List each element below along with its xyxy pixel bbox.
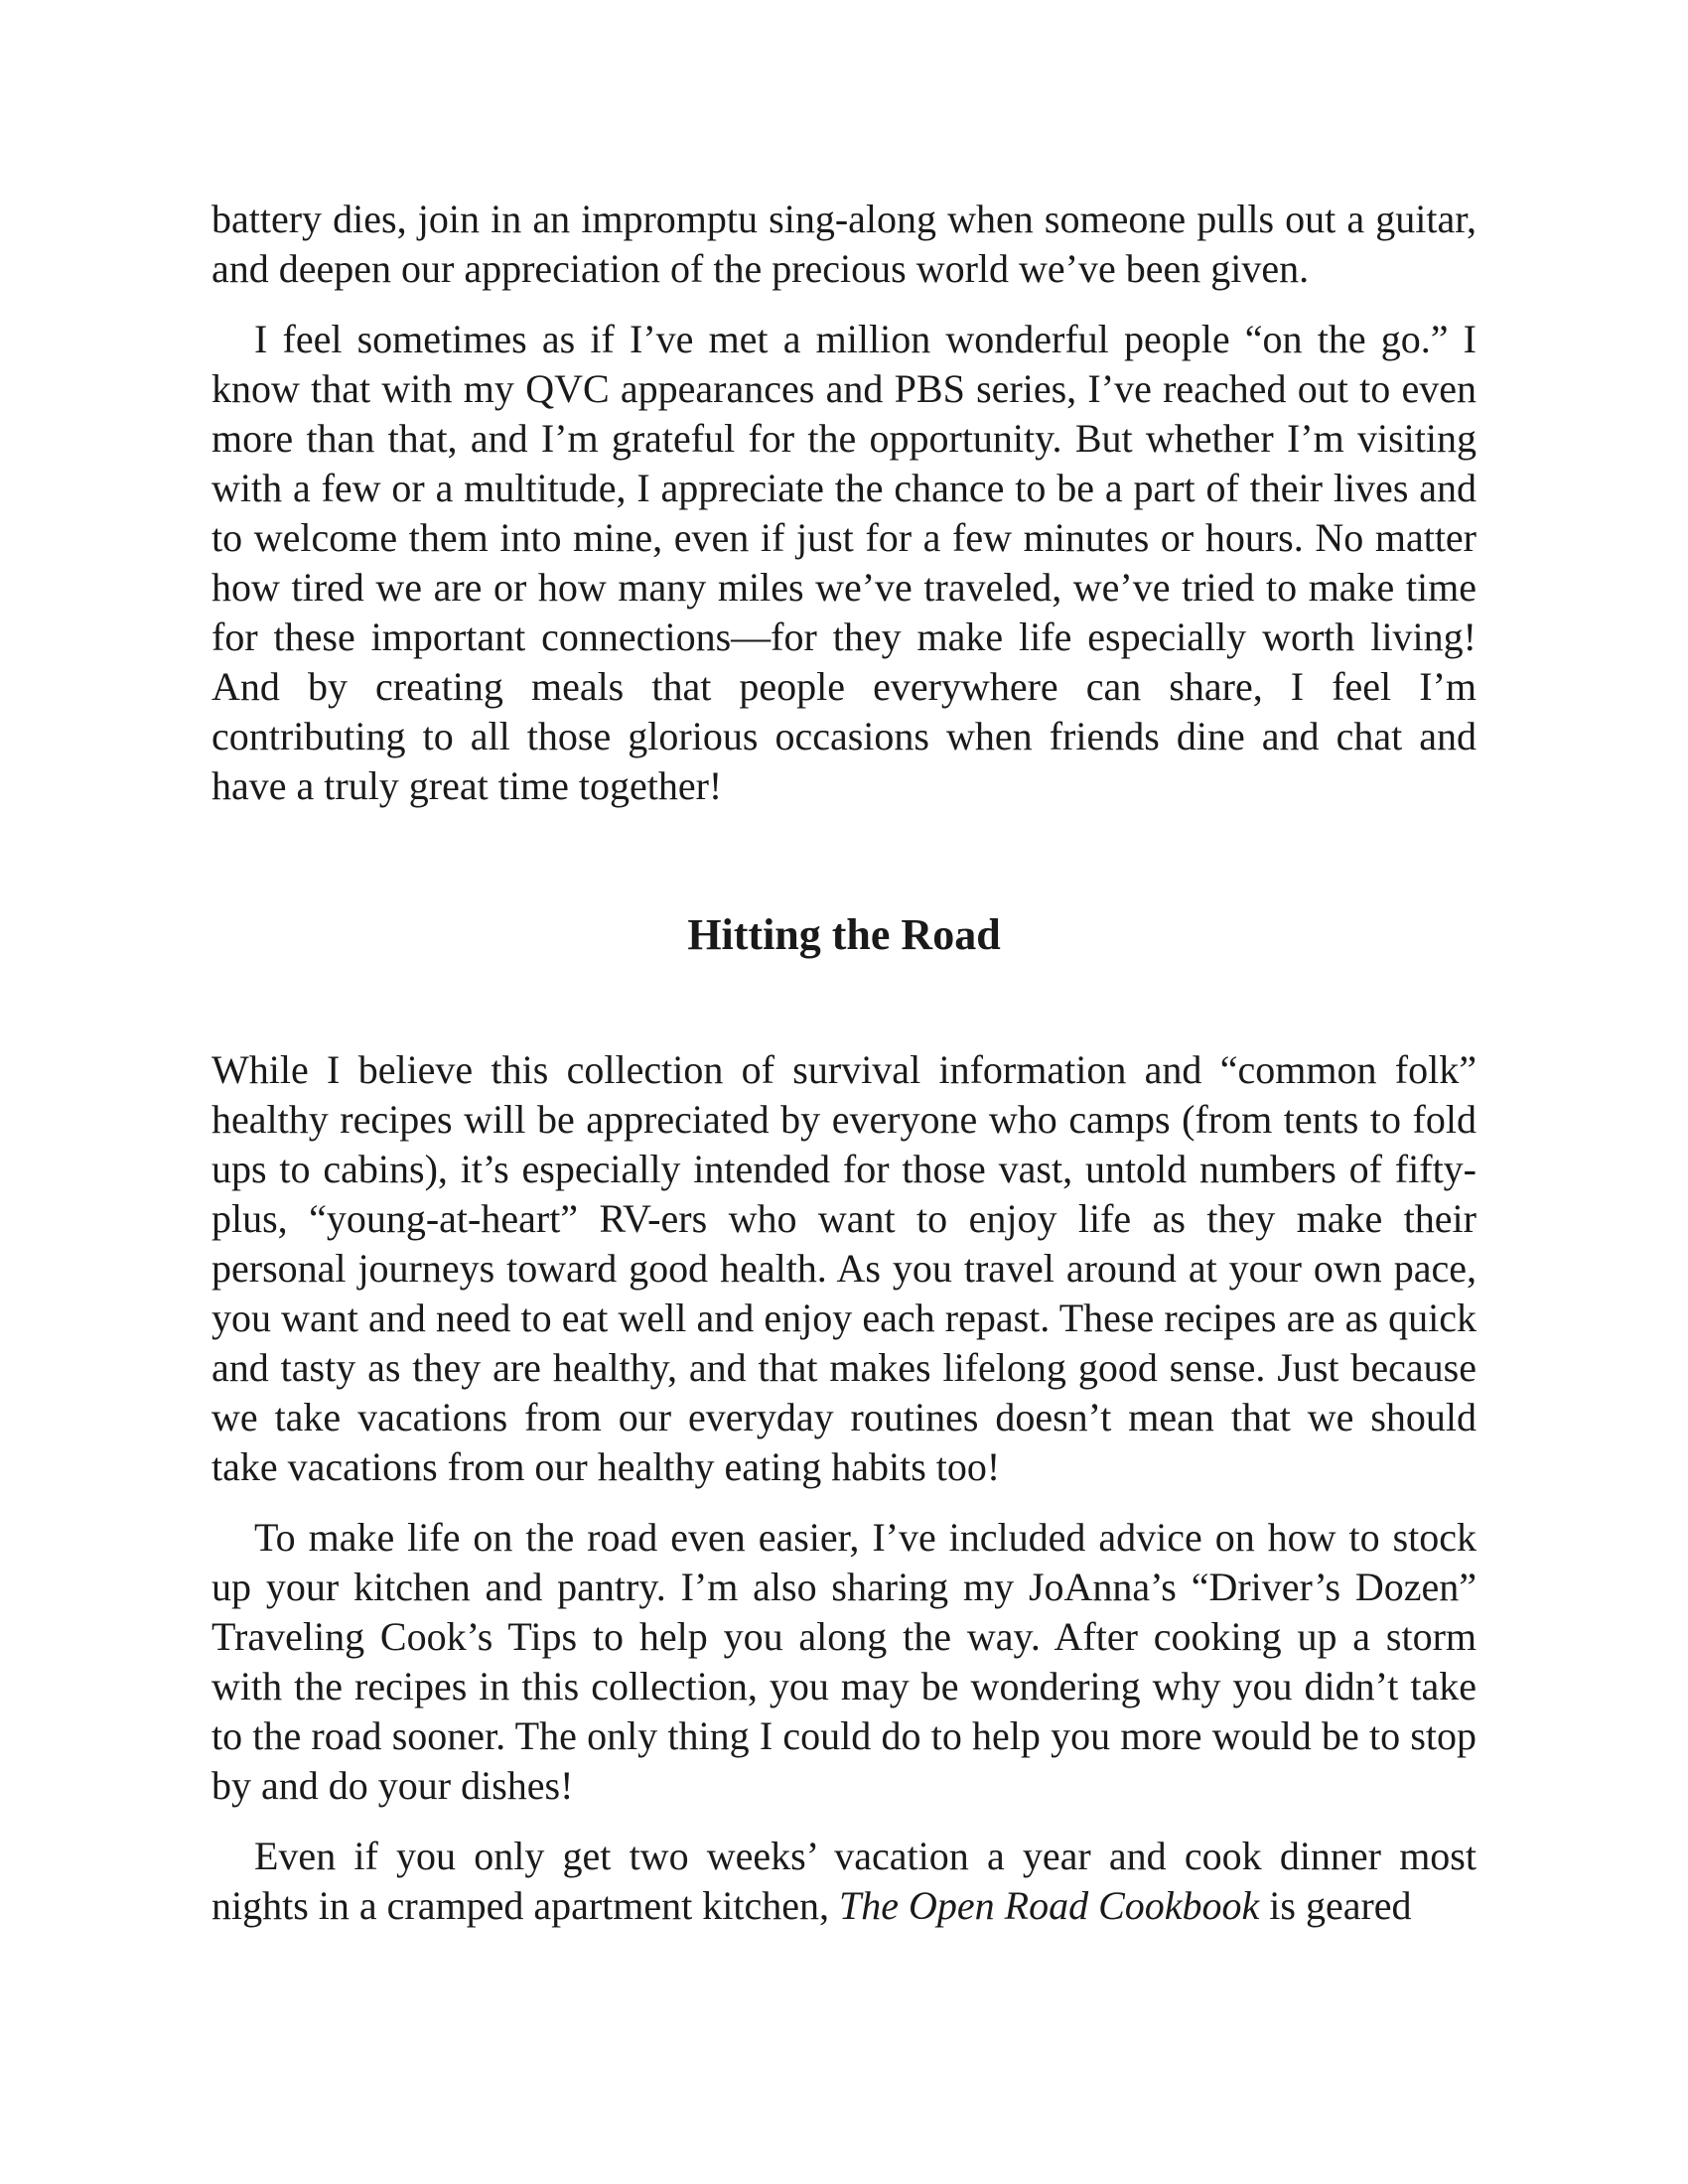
paragraph-intro: While I believe this collection of survival information and “common folk” healthy recipes will be appreciated by everyone who camps (from tents to fold ups to cabins), it’s especially intended for those vast, untold numbers of fifty-plus, “young-at-heart” RV-ers who want to enjoy life as they make their personal journeys toward good health. As you travel around at your own pace, you want and need to eat well and enjoy each repast. These recipes are as quick and tasty as they are healthy, and that makes lifelong good sense. Just because we take vacations from our everyday routines doesn’t mean that we should take vacations from our healthy eating habits too! xyxy=(211,1047,1477,1489)
paragraph-continued: battery dies, join in an impromptu sing-along when someone pulls out a guitar, and deepen our appreciation of the precious world we’ve been given. xyxy=(211,197,1477,291)
paragraph-last-before: Even if you only get two weeks’ vacation a year and cook dinner most nights in a cramped apartment kitchen, xyxy=(211,1834,1477,1928)
paragraph-kitchen-advice: To make life on the road even easier, I’ve included advice on how to stock up your kitchen and pantry. I’m also sharing my JoAnna’s “Driver’s Dozen” Traveling Cook’s Tips to help you along the way. After cooking up a storm with the recipes in this collection, you may be wondering why you didn’t take to the road sooner. The only thing I could do to help you more would be to stop by and do your dishes! xyxy=(211,1515,1477,1808)
paragraph-last xyxy=(211,1832,1477,1931)
paragraph-last-after: is geared xyxy=(1259,1883,1412,1928)
page-body xyxy=(211,195,1477,1952)
book-title: The Open Road Cookbook xyxy=(839,1883,1260,1928)
section-heading: Hitting the Road xyxy=(687,910,1001,959)
paragraph-on-the-go: I feel sometimes as if I’ve met a million wonderful people “on the go.” I know that with my QVC appearances and PBS series, I’ve reached out to even more than that, and I’m grateful for the opportunity. But whether I’m visiting with a few or a multitude, I appreciate the chance to be a part of their lives and to welcome them into mine, even if just for a few minutes or hours. No matter how tired we are or how many miles we’ve traveled, we’ve tried to make time for these important connections—for they make life especially worth living! And by creating meals that people everywhere can share, I feel I’m contributing to all those glorious occasions when friends dine and chat and have a truly great time together! xyxy=(211,317,1477,808)
